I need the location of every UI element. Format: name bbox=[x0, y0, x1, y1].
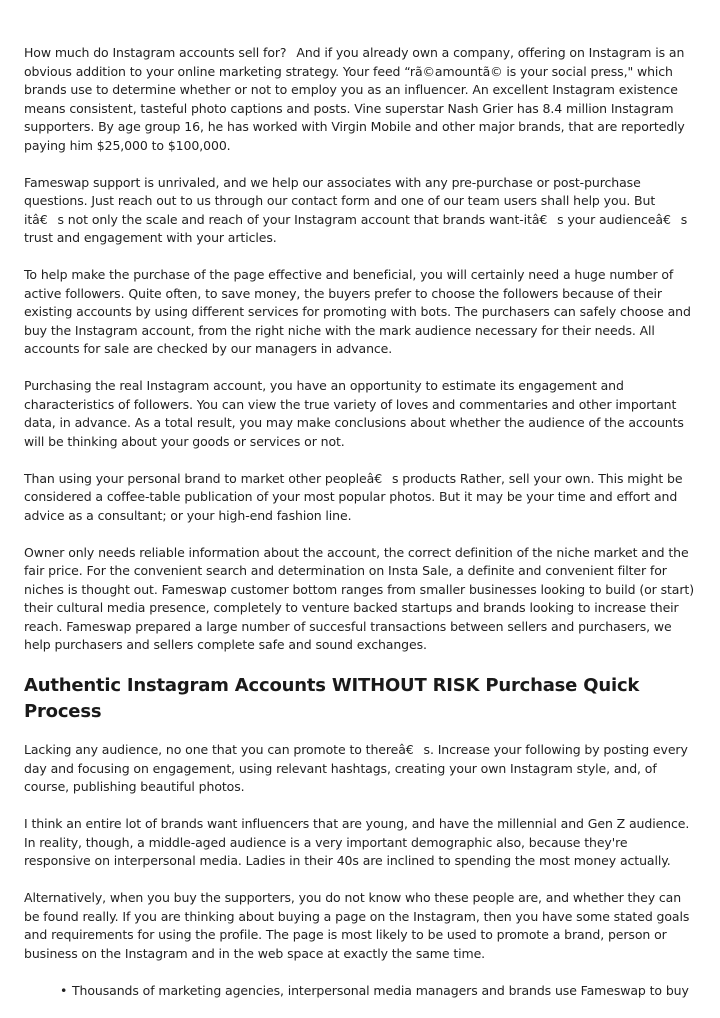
paragraph-owner-information: Owner only needs reliable information about the account, the correct definition of the niche market and the fair price. For the convenient search and determination on Insta Sale, a definite and convenient filter for niches is thought out. Fameswap customer bottom ranges from smaller businesses looking to build (or start) their cultural media presence, completely to venture backed startups and brands looking to increase their reach. Fameswap prepared a large number of succesful transactions between sellers and purchasers, we help purchasers and sellers complete safe and sound exchanges. bbox=[24, 544, 694, 652]
bullet-icon: • bbox=[60, 982, 68, 998]
paragraph-buy-supporters: Alternatively, when you buy the supporters, you do not know who these people are, and whether they can be found really. If you are thinking about buying a page on the Instagram, then you have some stated goals and requirements for using the profile. The page is most likely to be used to promote a brand, person or business on the Instagram and in the web space at exactly the same time. bbox=[24, 890, 690, 961]
list-item-text: Thousands of marketing agencies, interpersonal media managers and brands use Fameswap to buy bbox=[72, 982, 689, 998]
list-item bbox=[60, 982, 696, 1001]
paragraph-young-influencers: I think an entire lot of brands want influencers that are young, and have the millennial and Gen Z audience. In reality, though, a middle-aged audience is a very important demographic also, because they're responsive on interpersonal media. Ladies in their 40s are inclined to spending the most money actually. bbox=[24, 816, 690, 868]
bullet-list bbox=[24, 982, 696, 1001]
paragraph-estimate-engagement: Purchasing the real Instagram account, you have an opportunity to estimate its engagement and characteristics of followers. You can view the true variety of loves and commentaries and other important data, in advance. As a total result, you may make conclusions about whether the audience of the accounts will be thinking about your goods or services or not. bbox=[24, 378, 684, 449]
paragraph-instagram-account-price: How much do Instagram accounts sell for?And if you already own a company, offering on Instagram is an obvious addition to your online marketing strategy. Your feed “rã©amountã© is your social press," which brands use to determine whether or not to employ you as an influencer. An excellent Instagram existence means consistent, tasteful photo captions and posts. Vine superstar Nash Grier has 8.4 million Instagram supporters. By age group 16, he has worked with Virgin Mobile and other major brands, that are reportedly paying him $25,000 to $100,000. bbox=[24, 45, 685, 153]
paragraph-lacking-audience: Lacking any audience, no one that you can promote to thereâ€s. Increase your following by posting every day and focusing on engagement, using relevant hashtags, creating your own Instagram style, and, of course, publishing beautiful photos. bbox=[24, 742, 688, 794]
paragraph-fameswap-support: Fameswap support is unrivaled, and we help our associates with any pre-purchase or post-purchase questions. Just reach out to us through our contact form and one of our team users shall help you. But itâ€s not only the scale and reach of your Instagram account that brands want-itâ€s your audienceâ€s trust and engagement with your articles. bbox=[24, 174, 688, 245]
section-heading: Authentic Instagram Accounts WITHOUT RISK Purchase Quick Process bbox=[24, 675, 640, 722]
paragraph-personal-brand: Than using your personal brand to market other peopleâ€s products Rather, sell your own. This might be considered a coffee-table publication of your most popular photos. But it may be your time and effort and advice as a consultant; or your high-end fashion line. bbox=[24, 470, 683, 523]
paragraph-active-followers: To help make the purchase of the page effective and beneficial, you will certainly need a huge number of active followers. Quite often, to save money, the buyers prefer to choose the followers because of their existing accounts by using different services for promoting with bots. The purchasers can safely choose and buy the Instagram account, from the right niche with the mark audience necessary for their needs. All accounts for sale are checked by our managers in advance. bbox=[24, 267, 691, 356]
